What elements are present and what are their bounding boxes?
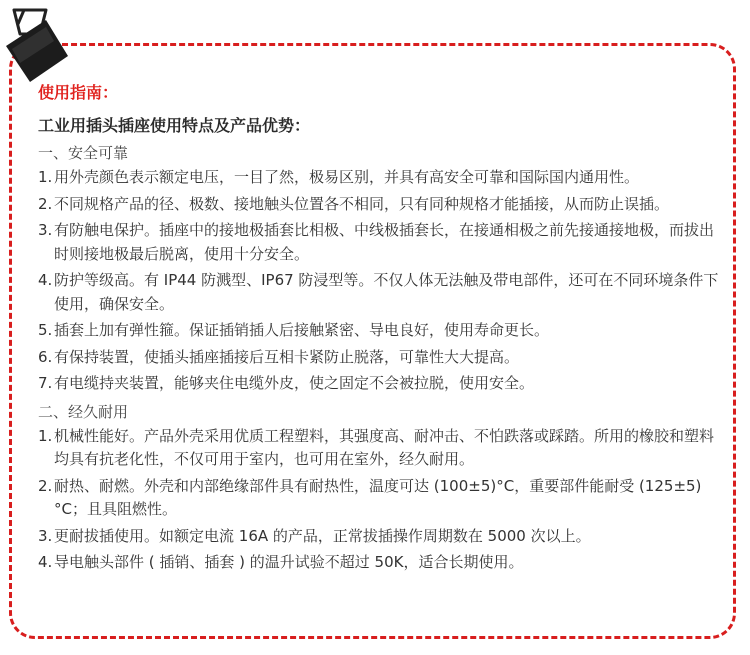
item-number: 7. bbox=[38, 374, 53, 392]
item-number: 6. bbox=[38, 347, 53, 366]
list-item bbox=[38, 166, 728, 190]
item-number: 3. bbox=[38, 526, 53, 545]
item-number: 4. bbox=[38, 553, 53, 571]
list-item bbox=[38, 551, 728, 575]
item-number: 1. bbox=[38, 426, 53, 445]
guide-subtitle: 工业用插头插座使用特点及产品优势： bbox=[38, 116, 311, 135]
item-text: 有电缆持夹装置，能够夹住电缆外皮，使之固定不会被拉脱，使用安全。 bbox=[54, 374, 535, 392]
item-text: 用外壳颜色表示额定电压，一目了然，极易区别，并具有高安全可靠和国际国内通用性。 bbox=[54, 168, 640, 186]
item-text: 不同规格产品的径、极数、接地触头位置各不相同，只有同种规格才能插接，从而防止误插。 bbox=[54, 194, 670, 213]
item-number: 2. bbox=[38, 476, 53, 495]
item-number: 2. bbox=[38, 194, 53, 213]
item-number: 4. bbox=[38, 271, 53, 289]
list-item bbox=[38, 425, 728, 472]
item-text: 有保持装置，使插头插座插接后互相卡紧防止脱落，可靠性大大提高。 bbox=[54, 347, 520, 366]
list-item bbox=[38, 193, 728, 217]
guide-content bbox=[38, 78, 728, 578]
guide-title: 使用指南： bbox=[38, 83, 119, 102]
item-text: 插套上加有弹性箍。保证插销插人后接触紧密、导电良好，使用寿命更长。 bbox=[54, 321, 550, 339]
binder-clip-icon bbox=[0, 0, 95, 90]
list-item bbox=[38, 269, 728, 316]
item-text: 防护等级高。有 IP44 防溅型、IP67 防浸型等。不仅人体无法触及带电部件，还可在不同环境条件下使用，确保安全。 bbox=[54, 271, 719, 313]
item-text: 更耐拔插使用。如额定电流 16A 的产品，正常拔插操作周期数在 5000 次以上。 bbox=[54, 526, 591, 545]
item-text: 机械性能好。产品外壳采用优质工程塑料，其强度高、耐冲击、不怕跌落或踩踏。所用的橡胶和塑料均具有抗老化性，不仅可用于室内，也可用在室外，经久耐用。 bbox=[54, 426, 715, 468]
list-item bbox=[38, 475, 728, 522]
item-text: 导电触头部件 ( 插销、插套 ) 的温升试验不超过 50K，适合长期使用。 bbox=[54, 553, 524, 571]
list-item bbox=[38, 372, 728, 396]
item-text: 耐热、耐燃。外壳和内部绝缘部件具有耐热性，温度可达 (100±5)°C，重要部件能耐受 (125±5)°C；且具阻燃性。 bbox=[54, 476, 702, 518]
item-number: 1. bbox=[38, 168, 53, 186]
item-number: 3. bbox=[38, 221, 53, 239]
section-heading-safety: 一、安全可靠 bbox=[38, 144, 129, 162]
item-number: 5. bbox=[38, 321, 53, 339]
item-text: 有防触电保护。插座中的接地极插套比相极、中线极插套长，在接通相极之前先接通接地极，而拔出时则接地极最后脱离，使用十分安全。 bbox=[54, 221, 715, 263]
list-item bbox=[38, 319, 728, 343]
list-item bbox=[38, 525, 728, 549]
list-item bbox=[38, 219, 728, 266]
section-heading-durability: 二、经久耐用 bbox=[38, 402, 129, 421]
list-item bbox=[38, 346, 728, 370]
